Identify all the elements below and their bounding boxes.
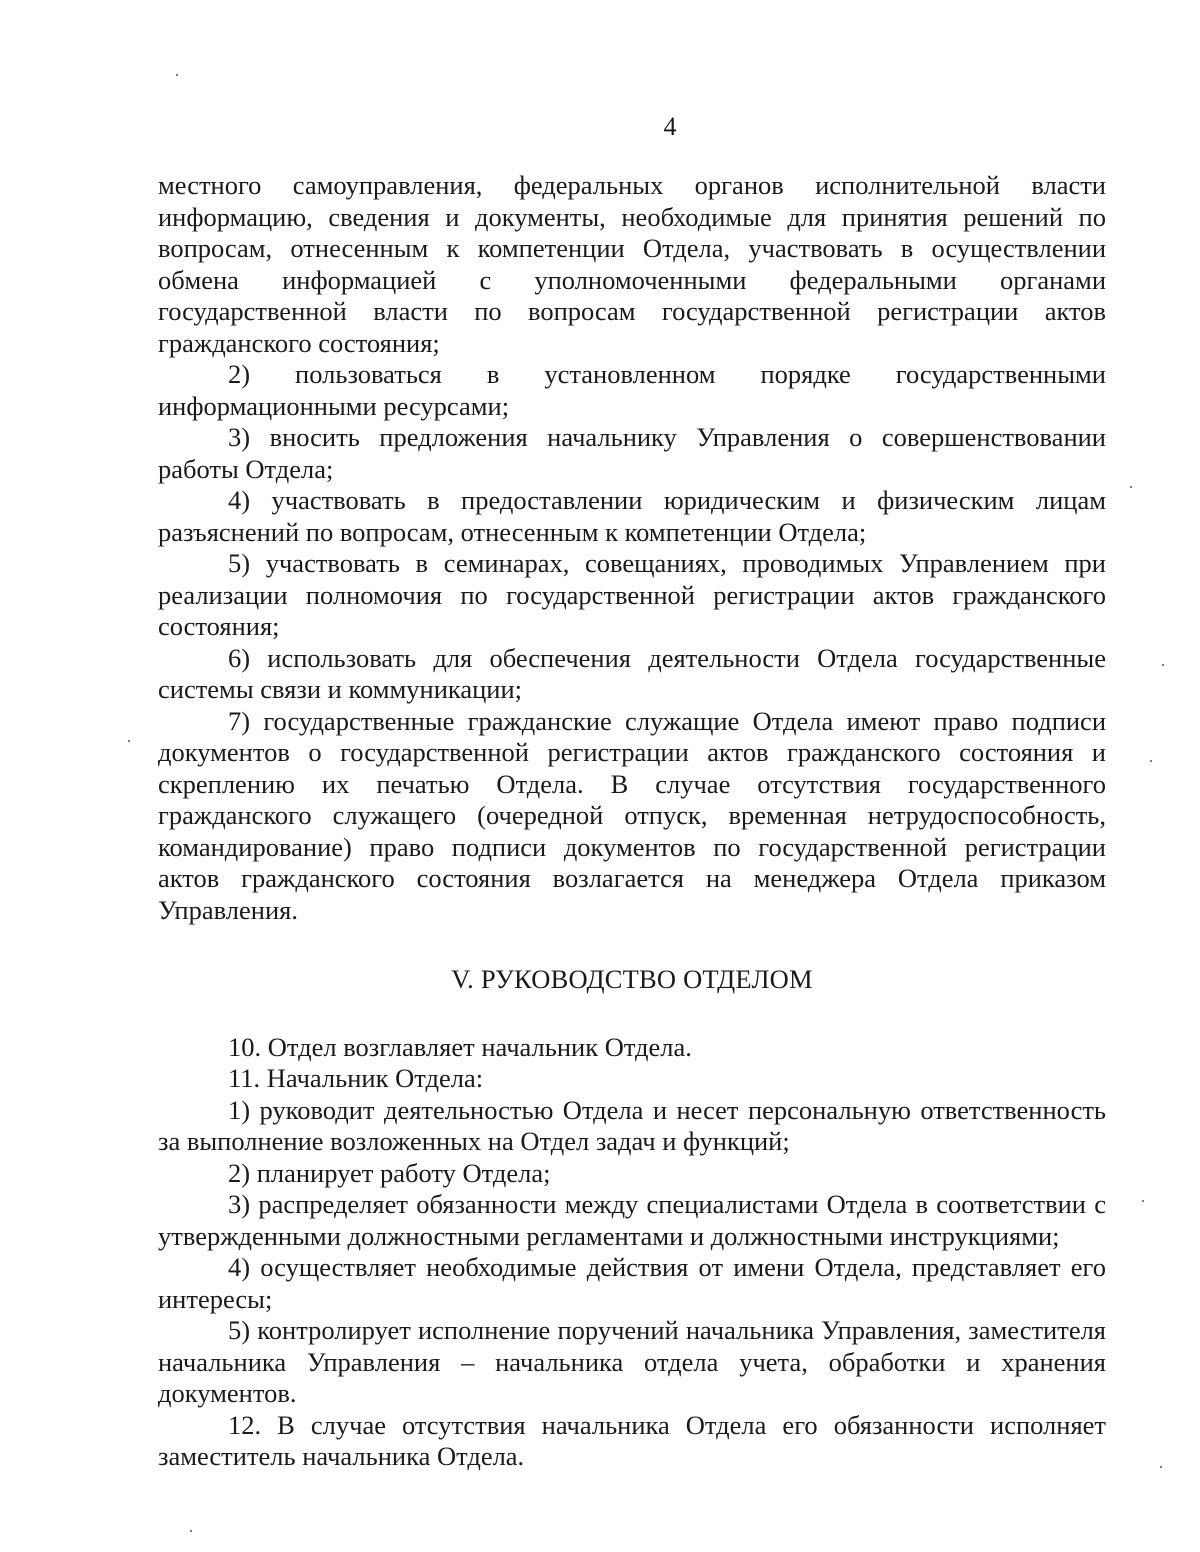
- scan-speck: [1142, 1200, 1144, 1202]
- scan-speck: [1150, 760, 1152, 762]
- scan-speck: [190, 1530, 192, 1532]
- paragraphs-after-section: [158, 1032, 1106, 1473]
- paragraph: 10. Отдел возглавляет начальник Отдела.: [228, 1031, 692, 1062]
- paragraph: 5) контролирует исполнение поручений начальника Управления, заместителя начальника Управления – начальника отдела учета, обработки и хранения документов.: [158, 1315, 1106, 1408]
- page-number: 4: [663, 112, 677, 141]
- paragraph: 2) планирует работу Отдела;: [228, 1157, 551, 1188]
- paragraph: 5) участвовать в семинарах, совещаниях, проводимых Управлением при реализации полномочия по государственной регистрации актов гражданского состояния;: [158, 548, 1106, 641]
- scan-speck: [176, 74, 178, 76]
- paragraph: 4) осуществляет необходимые действия от имени Отдела, представляет его интересы;: [158, 1252, 1106, 1314]
- paragraph: 7) государственные гражданские служащие Отдела имеют право подписи документов о государственной регистрации актов гражданского состояния и скреплению их печатью Отдела. В случае отсутствия государственного гражданского служащего (очередной отпуск, временная нетрудоспособность, командирование) право подписи документов по государственной регистрации актов гражданского состояния возлагается на менеджера Отдела приказом Управления.: [158, 705, 1106, 925]
- paragraphs-before-section: [158, 170, 1106, 926]
- paragraph: 11. Начальник Отдела:: [228, 1063, 484, 1093]
- paragraph: 12. В случае отсутствия начальника Отдела его обязанности исполняет заместитель начальника Отдела.: [158, 1409, 1106, 1471]
- section-heading: V. РУКОВОДСТВО ОТДЕЛОМ: [451, 964, 813, 994]
- document-body: [158, 170, 1106, 1473]
- paragraph: 1) руководит деятельностью Отдела и несет персональную ответственность за выполнение возложенных на Отдел задач и функций;: [158, 1094, 1106, 1156]
- paragraph: 3) распределяет обязанности между специалистами Отдела в соответствии с утвержденными должностными регламентами и должностными инструкциями;: [158, 1189, 1106, 1251]
- paragraph: местного самоуправления, федеральных органов исполнительной власти информацию, сведения и документы, необходимые для принятия решений по вопросам, отнесенным к компетенции Отдела, участвовать в осуществлении обмена информацией с уполномоченными федеральными органами государственной власти по вопросам государственной регистрации актов гражданского состояния;: [158, 170, 1106, 358]
- scan-speck: [128, 740, 130, 742]
- paragraph: 2) пользоваться в установленном порядке государственными информационными ресурсами;: [158, 359, 1106, 421]
- scan-speck: [1130, 486, 1132, 488]
- paragraph: 3) вносить предложения начальнику Управления о совершенствовании работы Отдела;: [158, 422, 1106, 484]
- paragraph: 6) использовать для обеспечения деятельности Отдела государственные системы связи и коммуникации;: [158, 642, 1106, 704]
- paragraph: 4) участвовать в предоставлении юридическим и физическим лицам разъяснений по вопросам, отнесенным к компетенции Отдела;: [158, 485, 1106, 547]
- scan-speck: [1162, 664, 1164, 666]
- scan-speck: [1160, 1466, 1162, 1468]
